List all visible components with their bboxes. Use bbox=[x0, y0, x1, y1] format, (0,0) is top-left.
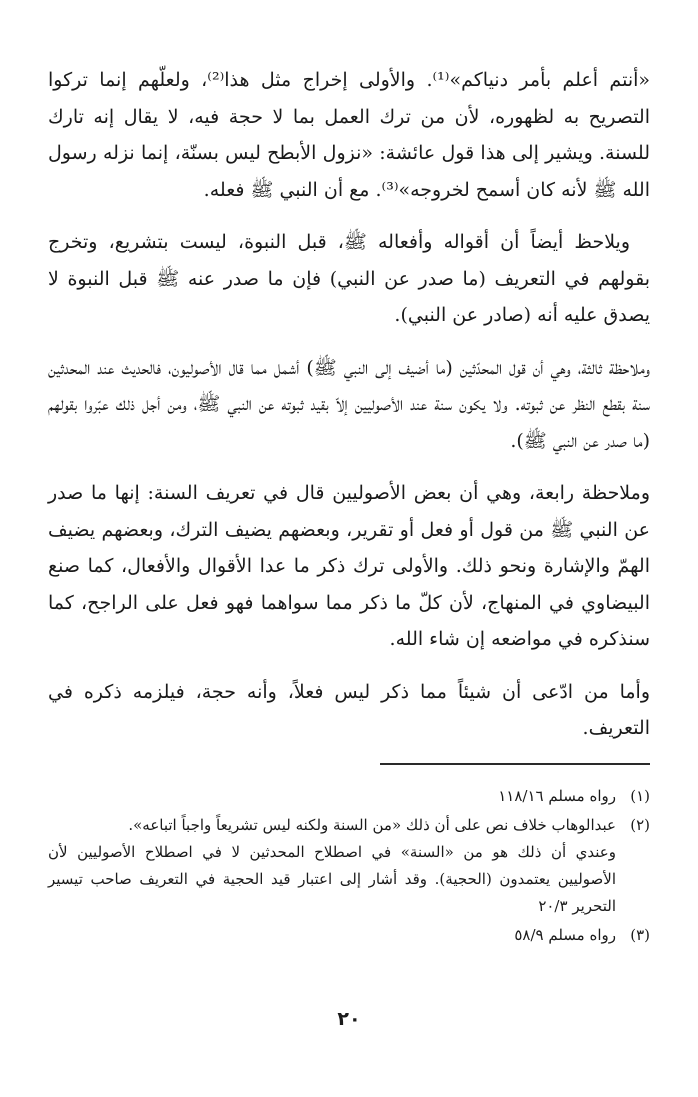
footnote-line: رواه مسلم ١١٨/١٦ bbox=[498, 786, 616, 805]
paragraph-5: وأما من ادّعى أن شيئاً مما ذكر ليس فعلاً، وأنه حجة، فيلزمه ذكره في التعريف. bbox=[48, 680, 650, 739]
paragraph-2: ويلاحظ أيضاً أن أقواله وأفعاله ﷺ، قبل النبوة، ليست بتشريع، وتخرج بقولهم في التعريف (ما صدر عن النبي) فإن ما صدر عنه ﷺ قبل النبوة لا يصدق عليه أنه (صادر عن النبي). bbox=[48, 231, 650, 326]
footnote-text bbox=[48, 783, 616, 810]
footnote-number: (٢) bbox=[630, 815, 650, 834]
main-text bbox=[48, 62, 650, 747]
page-number: ٢٠ bbox=[337, 1008, 361, 1030]
footnote-line: وعندي أن ذلك هو من «السنة» في اصطلاح المحدثين لا في اصطلاح الأصوليين لأن الأصوليين يعتمدون (الحجية). وقد أشار إلى اعتبار قيد الحجية في التعريف صاحب تيسير التحرير ٢٠/٣ bbox=[48, 842, 616, 915]
footnote-text bbox=[48, 812, 616, 920]
footnote-1 bbox=[48, 783, 650, 810]
paragraph-3: وملاحظة ثالثة، وهي أن قول المحدّثين (ما أضيف إلى النبي ﷺ) أشمل مما قال الأصوليون، فالحديث عند المحدثين سنة بقطع النظر عن ثبوته. ولا يكون سنة عند الأصوليين إلاّ بقيد ثبوته عن النبي ﷺ، ومن أجل ذلك عبّروا بقولهم (ما صدر عن النبي ﷺ). bbox=[48, 356, 650, 452]
footnote-2 bbox=[48, 812, 650, 920]
footnote-separator bbox=[380, 763, 650, 765]
footnote-number: (٣) bbox=[630, 925, 650, 944]
footnote-text bbox=[48, 922, 616, 949]
footnote-line: رواه مسلم ٥٨/٩ bbox=[514, 925, 616, 944]
paragraph-1: «أنتم أعلم بأمر دنياكم»⁽¹⁾. والأولى إخراج مثل هذا⁽²⁾، ولعلّهم إنما تركوا التصريح به لظهوره، لأن من ترك العمل بما لا حجة فيه، لا يقال إنه تارك للسنة. ويشير إلى هذا قول عائشة: «نزول الأبطح ليس بسنّة، إنما نزله رسول الله ﷺ لأنه كان أسمح لخروجه»⁽³⁾. مع أن النبي ﷺ فعله. bbox=[48, 69, 651, 201]
footnote-number: (١) bbox=[630, 786, 650, 805]
footnote-line: عبدالوهاب خلاف نص على أن ذلك «من السنة ولكنه ليس تشريعاً واجباً اتباعه». bbox=[128, 815, 616, 834]
footnotes bbox=[48, 783, 650, 949]
footnote-3 bbox=[48, 922, 650, 949]
paragraph-4: وملاحظة رابعة، وهي أن بعض الأصوليين قال في تعريف السنة: إنها ما صدر عن النبي ﷺ من قول أو فعل أو تقرير، وبعضهم يضيف الترك، وبعضهم يضيف الهمّ والإشارة ونحو ذلك. والأولى ترك ذكر ما عدا الأقوال والأفعال، كما صنع البيضاوي في المنهاج، لأن كلّ ما ذكر مما سواهما فهو فعل على الراجح، كما سنذكره في مواضعه إن شاء الله. bbox=[48, 482, 650, 650]
